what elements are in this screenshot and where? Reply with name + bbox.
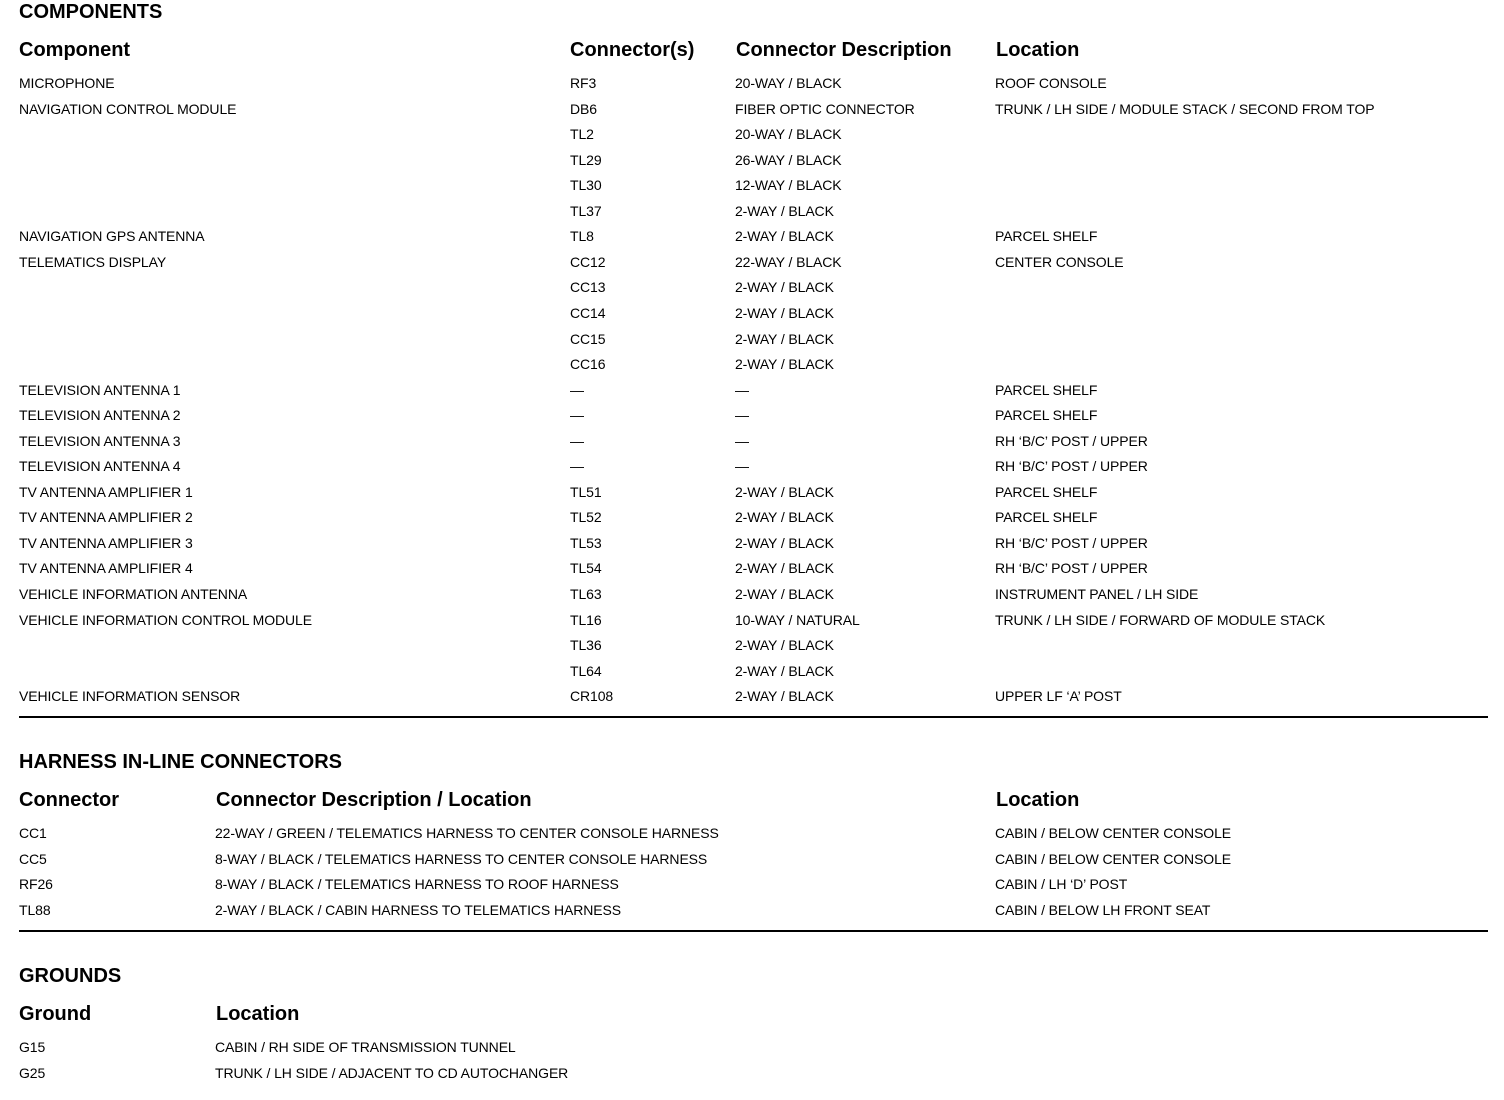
ground-location-cell: TRUNK / LH SIDE / ADJACENT TO CD AUTOCHANGER	[215, 1064, 569, 1081]
header-connector-description: Connector Description	[736, 39, 952, 61]
component-name-cell: VEHICLE INFORMATION SENSOR	[19, 688, 241, 705]
location-cell: RH ‘B/C’ POST / UPPER	[995, 534, 1148, 551]
header-connectors: Connector(s)	[570, 39, 695, 61]
table-row	[0, 382, 1504, 408]
location-cell: CENTER CONSOLE	[995, 253, 1124, 270]
connector-description-cell: 2-WAY / BLACK	[735, 330, 834, 347]
connector-id-cell: TL51	[570, 483, 602, 500]
connector-id-cell: CC13	[570, 279, 606, 296]
connector-id-cell: TL36	[570, 637, 602, 654]
component-name-cell: NAVIGATION GPS ANTENNA	[19, 228, 205, 245]
connector-description-cell: 20-WAY / BLACK	[735, 126, 842, 143]
location-cell: TRUNK / LH SIDE / FORWARD OF MODULE STACK	[995, 611, 1326, 628]
connector-description-cell: 2-WAY / BLACK	[735, 586, 834, 602]
ground-id-cell: G25	[19, 1064, 46, 1081]
table-row	[0, 356, 1504, 382]
table-row	[0, 612, 1504, 638]
table-row	[0, 152, 1504, 178]
component-name-cell: TELEVISION ANTENNA 2	[19, 407, 181, 424]
header-ground: Ground	[19, 1003, 92, 1025]
connector-description-cell: 2-WAY / BLACK	[735, 228, 834, 245]
connector-id-cell: TL8	[570, 228, 594, 245]
harness-title: HARNESS IN-LINE CONNECTORS	[19, 751, 342, 773]
table-row	[0, 331, 1504, 357]
ground-id-cell: G15	[19, 1039, 46, 1055]
connector-description-cell: 2-WAY / BLACK	[735, 356, 834, 373]
connector-id-cell: CR108	[570, 688, 614, 705]
table-row	[0, 560, 1504, 586]
connector-description-cell: 2-WAY / BLACK	[735, 637, 834, 654]
connector-description-cell: 2-WAY / BLACK	[735, 279, 834, 296]
table-row	[0, 825, 1504, 851]
header-harness-description: Connector Description / Location	[216, 789, 532, 811]
connector-description-cell: 2-WAY / BLACK	[735, 662, 834, 679]
component-name-cell: MICROPHONE	[19, 75, 115, 91]
grounds-title: GROUNDS	[19, 965, 122, 987]
component-name-cell: TV ANTENNA AMPLIFIER 1	[19, 483, 193, 500]
table-row	[0, 433, 1504, 459]
component-name-cell: TV ANTENNA AMPLIFIER 4	[19, 560, 193, 577]
table-row	[0, 509, 1504, 535]
component-name-cell: TV ANTENNA AMPLIFIER 2	[19, 509, 193, 526]
harness-connector-cell: RF26	[19, 876, 53, 892]
table-row	[0, 637, 1504, 663]
table-row	[0, 1039, 1504, 1065]
connector-id-cell: TL16	[570, 611, 602, 628]
connector-description-cell: 2-WAY / BLACK	[735, 483, 834, 500]
table-row	[0, 586, 1504, 612]
connector-description-cell: —	[735, 458, 749, 475]
connector-description-cell: FIBER OPTIC CONNECTOR	[735, 100, 915, 117]
header-ground-location: Location	[216, 1003, 300, 1025]
component-name-cell: TELEVISION ANTENNA 1	[19, 381, 181, 398]
connector-id-cell: TL37	[570, 202, 602, 219]
connector-id-cell: DB6	[570, 100, 597, 117]
table-row	[0, 851, 1504, 877]
connector-description-cell: 2-WAY / BLACK	[735, 304, 834, 321]
connector-id-cell: TL54	[570, 560, 602, 577]
table-row	[0, 305, 1504, 331]
components-title: COMPONENTS	[19, 1, 163, 23]
location-cell: RH ‘B/C’ POST / UPPER	[995, 458, 1148, 475]
connector-id-cell: TL30	[570, 177, 602, 194]
connector-description-cell: 2-WAY / BLACK	[735, 509, 834, 526]
connector-description-cell: 2-WAY / BLACK	[735, 688, 834, 705]
location-cell: PARCEL SHELF	[995, 407, 1098, 424]
table-row	[0, 535, 1504, 561]
connector-description-cell: 2-WAY / BLACK	[735, 202, 834, 219]
connector-id-cell: CC15	[570, 330, 606, 347]
harness-connector-cell: CC1	[19, 825, 47, 841]
connector-id-cell: TL29	[570, 151, 602, 168]
table-row	[0, 407, 1504, 433]
connector-id-cell: CC16	[570, 356, 606, 373]
location-cell: PARCEL SHELF	[995, 483, 1098, 500]
location-cell: UPPER LF ‘A’ POST	[995, 688, 1122, 705]
connector-id-cell: —	[570, 407, 584, 424]
table-row	[0, 279, 1504, 305]
component-name-cell: TELEMATICS DISPLAY	[19, 253, 167, 270]
harness-connector-cell: TL88	[19, 901, 51, 918]
harness-location-cell: CABIN / BELOW CENTER CONSOLE	[995, 825, 1232, 841]
header-harness-connector: Connector	[19, 789, 119, 811]
component-name-cell: TELEVISION ANTENNA 4	[19, 458, 181, 475]
table-row	[0, 484, 1504, 510]
table-row	[0, 902, 1504, 928]
section-divider	[19, 930, 1488, 932]
location-cell: PARCEL SHELF	[995, 228, 1098, 245]
connector-description-cell: —	[735, 432, 749, 449]
connector-description-cell: 20-WAY / BLACK	[735, 75, 842, 91]
table-row	[0, 101, 1504, 127]
header-component: Component	[19, 39, 131, 61]
connector-description-cell: 22-WAY / BLACK	[735, 253, 842, 270]
connector-description-cell: —	[735, 407, 749, 424]
location-cell: INSTRUMENT PANEL / LH SIDE	[995, 586, 1199, 602]
header-harness-location: Location	[996, 789, 1080, 811]
location-cell: PARCEL SHELF	[995, 381, 1098, 398]
connector-id-cell: TL53	[570, 534, 602, 551]
location-cell: RH ‘B/C’ POST / UPPER	[995, 432, 1148, 449]
table-row	[0, 458, 1504, 484]
connector-id-cell: CC14	[570, 304, 606, 321]
table-row	[0, 663, 1504, 689]
table-row	[0, 126, 1504, 152]
component-name-cell: VEHICLE INFORMATION ANTENNA	[19, 586, 248, 602]
table-row	[0, 203, 1504, 229]
component-name-cell: TELEVISION ANTENNA 3	[19, 432, 181, 449]
section-divider	[19, 716, 1488, 718]
connector-id-cell: —	[570, 432, 584, 449]
table-row	[0, 75, 1504, 101]
table-row	[0, 1065, 1504, 1091]
connector-id-cell: TL2	[570, 126, 594, 143]
connector-description-cell: 2-WAY / BLACK	[735, 534, 834, 551]
connector-description-cell: 26-WAY / BLACK	[735, 151, 842, 168]
connector-id-cell: TL63	[570, 586, 602, 602]
connector-description-cell: 12-WAY / BLACK	[735, 177, 842, 194]
component-name-cell: TV ANTENNA AMPLIFIER 3	[19, 534, 193, 551]
connector-id-cell: —	[570, 458, 584, 475]
connector-description-cell: 2-WAY / BLACK	[735, 560, 834, 577]
connector-id-cell: TL64	[570, 662, 602, 679]
connector-id-cell: TL52	[570, 509, 602, 526]
ground-location-cell: CABIN / RH SIDE OF TRANSMISSION TUNNEL	[215, 1039, 516, 1055]
harness-description-cell: 8-WAY / BLACK / TELEMATICS HARNESS TO CENTER CONSOLE HARNESS	[215, 850, 708, 867]
location-cell: ROOF CONSOLE	[995, 75, 1107, 91]
header-location: Location	[996, 39, 1080, 61]
table-row	[0, 254, 1504, 280]
harness-location-cell: CABIN / LH ‘D’ POST	[995, 876, 1128, 892]
location-cell: TRUNK / LH SIDE / MODULE STACK / SECOND FROM TOP	[995, 100, 1375, 117]
table-row	[0, 177, 1504, 203]
harness-location-cell: CABIN / BELOW LH FRONT SEAT	[995, 901, 1211, 918]
harness-connector-cell: CC5	[19, 850, 47, 867]
component-name-cell: VEHICLE INFORMATION CONTROL MODULE	[19, 611, 312, 628]
component-name-cell: NAVIGATION CONTROL MODULE	[19, 100, 237, 117]
table-row	[0, 688, 1504, 714]
connector-id-cell: —	[570, 381, 584, 398]
harness-description-cell: 2-WAY / BLACK / CABIN HARNESS TO TELEMATICS HARNESS	[215, 901, 621, 918]
connector-description-cell: —	[735, 381, 749, 398]
harness-description-cell: 22-WAY / GREEN / TELEMATICS HARNESS TO CENTER CONSOLE HARNESS	[215, 825, 719, 841]
table-row	[0, 228, 1504, 254]
location-cell: RH ‘B/C’ POST / UPPER	[995, 560, 1148, 577]
connector-id-cell: RF3	[570, 75, 597, 91]
harness-location-cell: CABIN / BELOW CENTER CONSOLE	[995, 850, 1232, 867]
harness-description-cell: 8-WAY / BLACK / TELEMATICS HARNESS TO ROOF HARNESS	[215, 876, 619, 892]
table-row	[0, 876, 1504, 902]
location-cell: PARCEL SHELF	[995, 509, 1098, 526]
connector-description-cell: 10-WAY / NATURAL	[735, 611, 860, 628]
connector-id-cell: CC12	[570, 253, 606, 270]
